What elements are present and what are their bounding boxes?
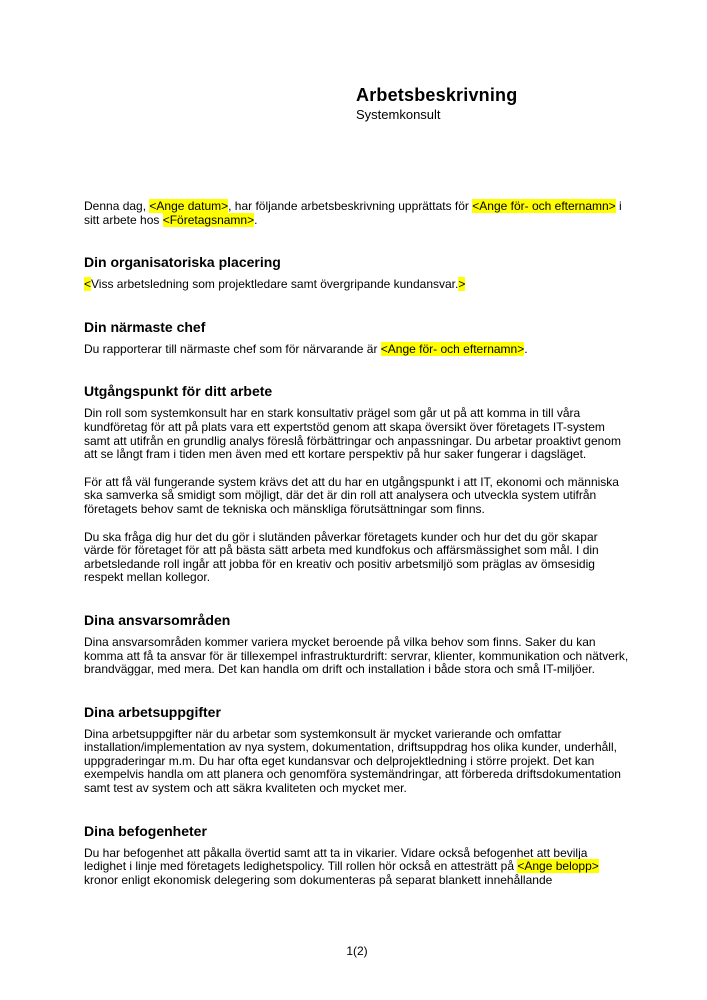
sections [84, 254, 630, 887]
intro-paragraph [84, 200, 630, 227]
section-paragraph [84, 636, 630, 677]
document-title: Arbetsbeskrivning [356, 85, 518, 105]
section-paragraph [84, 847, 630, 888]
section-paragraph [84, 278, 630, 292]
text-run: . [524, 341, 528, 356]
text-run: För att få väl fungerande system krävs det att du har en utgångspunkt i att IT, ekonomi och människa ska samverka så smidigt som möjligt, där det är din roll att analysera och utveckla system utifrån företagets behov samt de tekniska och mänskliga förutsättningar som finns. [84, 474, 619, 516]
section [84, 704, 630, 796]
section [84, 254, 630, 292]
placeholder-highlight: <Ange för- och efternamn> [472, 199, 616, 213]
section-paragraph [84, 476, 630, 517]
text-run: Dina arbetsuppgifter när du arbetar som systemkonsult är mycket varierande och omfattar installation/implementation av nya system, dokumentation, driftsuppdrag hos olika kunder, underhåll, uppgraderingar m.m. Du har ofta eget kundansvar och delprojektledning i större projekt. Det kan exempelvis handla om att planera och genomföra systemändringar, att förbereda driftsdokumentation samt test av system och att säkra kvaliteten och mycket mer. [84, 726, 621, 796]
placeholder-highlight: <Ange för- och efternamn> [380, 341, 525, 356]
text-run: Du ska fråga dig hur det du gör i slutänden påverkar företagets kunder och hur det du gör skapar värde för företaget för att på bästa sätt arbeta med kundfokus och affärsmässighet som mål. I din arbetsledande roll ingår att jobba för en kreativ och positiv arbetsmiljö som präglas av ömsesidig respekt mellan kollegor. [84, 529, 599, 585]
section [84, 383, 630, 585]
placeholder-highlight: < [84, 277, 92, 292]
document-body [84, 200, 630, 887]
section-heading: Dina arbetsuppgifter [84, 703, 221, 720]
text-run: Du har befogenhet att påkalla övertid samt att ta in vikarier. Vidare också befogenhet att bevilja ledighet i linje med företagets ledighetspolicy. Till rollen hör också en attesträtt på [84, 845, 588, 874]
section-heading: Utgångspunkt för ditt arbete [84, 383, 273, 400]
section [84, 319, 630, 357]
section-paragraph [84, 407, 630, 461]
text-run: Du rapporterar till närmaste chef som för närvarande är [84, 341, 381, 356]
text-run: Denna dag, [84, 199, 150, 213]
text-run: kronor enligt ekonomisk delegering som dokumenteras på separat blankett innehållande [84, 872, 553, 887]
placeholder-highlight: <Ange datum> [149, 199, 229, 213]
section-heading: Dina ansvarsområden [84, 611, 231, 628]
section-paragraph [84, 343, 630, 357]
document-header [356, 85, 517, 123]
section-paragraph [84, 531, 630, 585]
page-number: 1(2) [346, 944, 368, 958]
section [84, 612, 630, 677]
text-run: . [254, 212, 258, 227]
placeholder-highlight: <Ange belopp> [517, 859, 599, 874]
text-run: Din roll som systemkonsult har en stark konsultativ prägel som går ut på att komma in till våra kundföretag för att på plats vara ett expertstöd genom att skapa översikt över företagets IT-system samt att utifrån en grundlig analys föreslå förbättringar och anpassningar. Du arbetar proaktivt genom att se långt fram i tiden men även med ett kortare perspektiv på hur saker fungerar i dagsläget. [84, 406, 621, 462]
text-run: Dina ansvarsområden kommer variera mycket beroende på vilka behov som finns. Saker du kan komma att få ta ansvar för är tillexempel infrastrukturdrift: servrar, klienter, kommunikation och nätverk, brandväggar, med mera. Det kan handla om drift och installation i både stora och små IT-miljöer. [84, 634, 629, 677]
placeholder-highlight: <Företagsnamn> [162, 212, 255, 227]
section-heading: Dina befogenheter [84, 822, 207, 839]
section-heading: Din organisatoriska placering [84, 254, 281, 271]
text-run: Viss arbetsledning som projektledare samt övergripande kundansvar. [91, 277, 459, 292]
section [84, 823, 630, 888]
text-run: i sitt arbete hos [84, 199, 622, 227]
section-paragraph [84, 728, 630, 796]
placeholder-highlight: > [458, 277, 466, 292]
document-subtitle: Systemkonsult [356, 107, 441, 122]
text-run: , har följande arbetsbeskrivning upprättats för [228, 199, 473, 213]
section-heading: Din närmaste chef [84, 318, 206, 335]
